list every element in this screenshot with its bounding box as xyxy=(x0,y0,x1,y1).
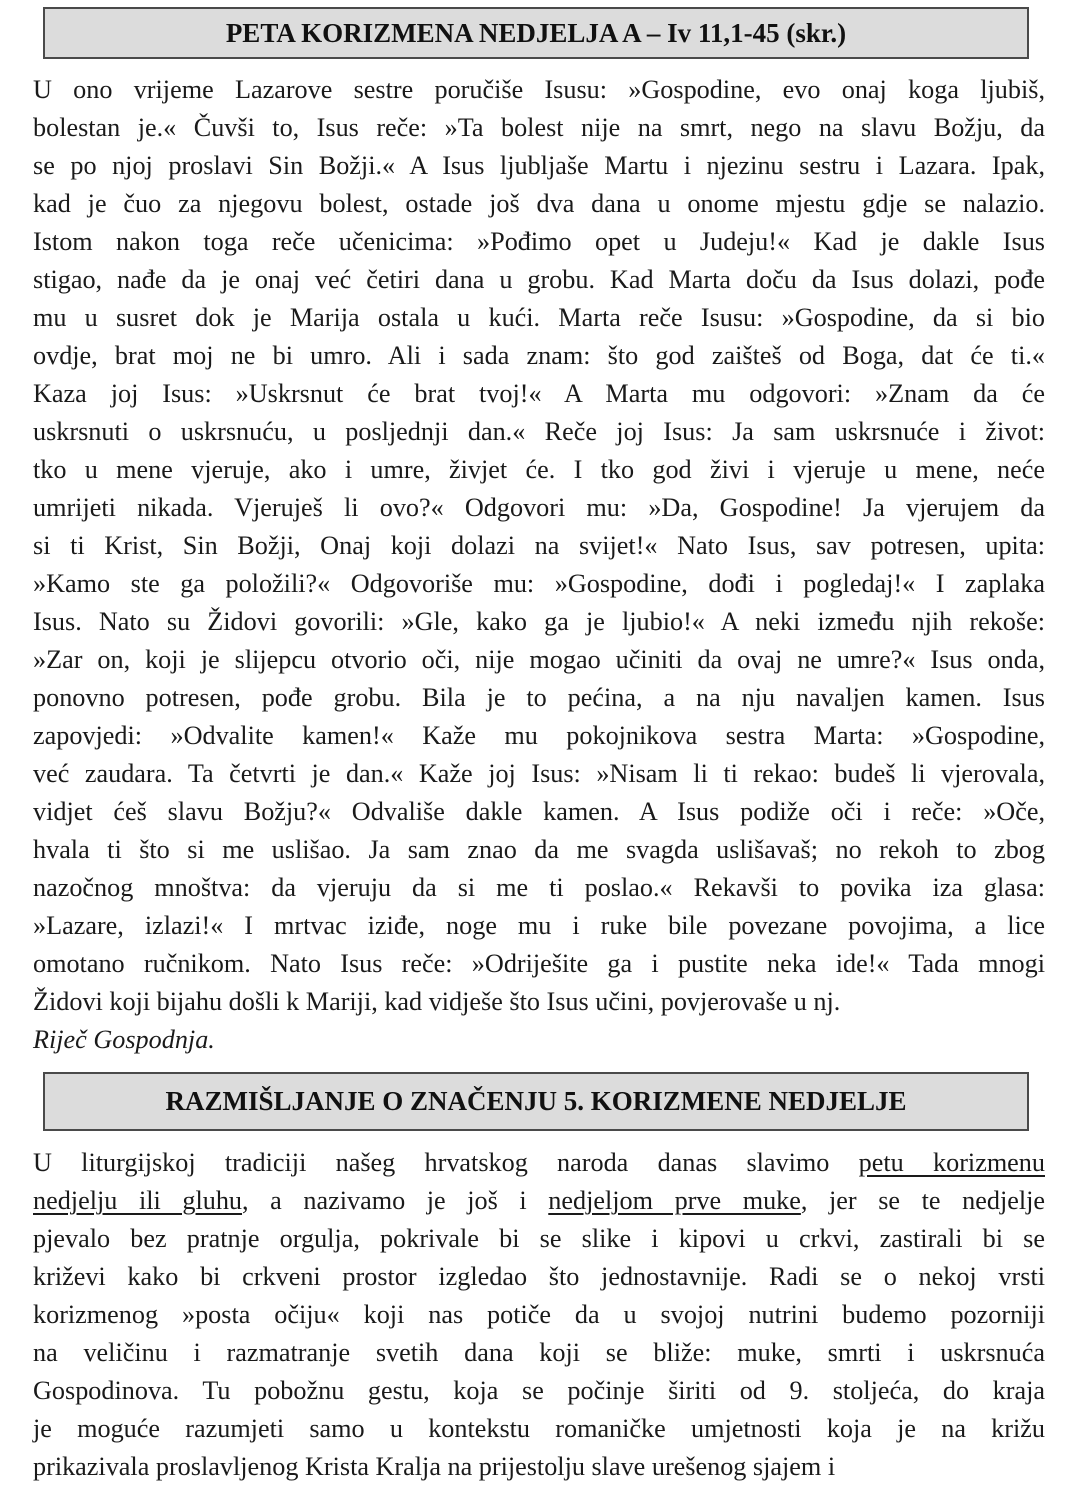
gospel-line: već zaudara. Ta četvrti je dan.« Kaže joj Isus: »Nisam li ti rekao: budeš li vjerovala, xyxy=(33,759,1045,788)
gospel-line: »Kamo ste ga položili?« Odgovoriše mu: »Gospodine, dođi i pogledaj!« I zaplaka xyxy=(33,569,1045,598)
gospel-line: ovdje, brat moj ne bi umro. Ali i sada znam: što god zaišteš od Boga, dat će ti.« xyxy=(33,341,1045,370)
gospel-line: si ti Krist, Sin Božji, Onaj koji dolazi na svijet!« Nato Isus, sav potresen, upita: xyxy=(33,531,1045,560)
gospel-line: kad je čuo za njegovu bolest, ostade još dva dana u onome mjestu gdje se nalazio. xyxy=(33,189,1045,218)
gospel-line: mu u susret dok je Marija ostala u kući. Marta reče Isusu: »Gospodine, da si bio xyxy=(33,303,1045,332)
reflection-line: Gospodinova. Tu pobožnu gestu, koja se počinje širiti od 9. stoljeća, do kraja xyxy=(33,1376,1045,1405)
gospel-line: vidjet ćeš slavu Božju?« Odvališe dakle kamen. A Isus podiže oči i reče: »Oče, xyxy=(33,797,1045,826)
gospel-line: bolestan je.« Čuvši to, Isus reče: »Ta bolest nije na smrt, nego na slavu Božju, da xyxy=(33,113,1045,142)
reflection-text-run: , a nazivamo je još i xyxy=(242,1186,549,1215)
gospel-line: Kaza joj Isus: »Uskrsnut će brat tvoj!« A Marta mu odgovori: »Znam da će xyxy=(33,379,1045,408)
gospel-line: stigao, nađe da je onaj već četiri dana u grobu. Kad Marta doču da Isus dolazi, pođe xyxy=(33,265,1045,294)
underlined-phrase: petu korizmenu xyxy=(858,1148,1045,1177)
reflection-line: križevi kako bi crkveni prostor izgledao što jednostavnije. Radi se o nekoj vrsti xyxy=(33,1262,1045,1291)
gospel-line: Židovi koji bijahu došli k Mariji, kad vidješe što Isus učini, povjerovaše u nj. xyxy=(33,987,841,1016)
gospel-line: »Zar on, koji je slijepcu otvorio oči, nije mogao učiniti da ovaj ne umre?« Isus onda, xyxy=(33,645,1045,674)
gospel-line: uskrsnuti o uskrsnuću, u posljednji dan.« Reče joj Isus: Ja sam uskrsnuće i život: xyxy=(33,417,1045,446)
gospel-line: nazočnog mnoštva: da vjeruju da si me ti poslao.« Rekavši to povika iza glasa: xyxy=(33,873,1045,902)
reflection-line: korizmenog »posta očiju« koji nas potiče da u svojoj nutrini budemo pozorniji xyxy=(33,1300,1045,1329)
gospel-line: U ono vrijeme Lazarove sestre poručiše Isusu: »Gospodine, evo onaj koga ljubiš, xyxy=(33,75,1045,104)
gospel-line: Istom nakon toga reče učenicima: »Pođimo opet u Judeju!« Kad je dakle Isus xyxy=(33,227,1045,256)
gospel-line: tko u mene vjeruje, ako i umre, živjet će. I tko god živi i vjeruje u mene, neće xyxy=(33,455,1045,484)
reflection-text-run: , jer se te nedjelje xyxy=(800,1186,1046,1215)
reflection-line: pjevalo bez pratnje orgulja, pokrivale bi se slike i kipovi u crkvi, zastirali bi se xyxy=(33,1224,1045,1253)
gospel-line: omotano ručnikom. Nato Isus reče: »Odriješite ga i pustite neka ide!« Tada mnogi xyxy=(33,949,1045,978)
reflection-heading: RAZMIŠLJANJE O ZNAČENJU 5. KORIZMENE NEDJELJE xyxy=(165,1086,907,1116)
reflection-heading-box xyxy=(43,1072,1029,1131)
gospel-closing: Riječ Gospodnja. xyxy=(33,1025,215,1054)
underlined-phrase: nedjeljom prve muke xyxy=(548,1186,801,1215)
gospel-line: Isus. Nato su Židovi govorili: »Gle, kako ga je ljubio!« A neki između njih rekoše: xyxy=(33,607,1045,636)
underlined-phrase: nedjelju ili gluhu xyxy=(33,1186,243,1215)
gospel-line: se po njoj proslavi Sin Božji.« A Isus ljubljaše Martu i njezinu sestru i Lazara. Ipak, xyxy=(33,151,1045,180)
reflection-line: na veličinu i razmatranje svetih dana koji se bliže: muke, smrti i uskrsnuća xyxy=(33,1338,1045,1367)
gospel-heading: PETA KORIZMENA NEDJELJA A – Iv 11,1-45 (skr.) xyxy=(225,17,847,48)
gospel-line: zapovjedi: »Odvalite kamen!« Kaže mu pokojnikova sestra Marta: »Gospodine, xyxy=(33,721,1045,750)
gospel-text xyxy=(33,71,1045,1059)
gospel-line: ponovno potresen, pođe grobu. Bila je to pećina, a na nju navaljen kamen. Isus xyxy=(33,683,1045,712)
gospel-line: »Lazare, izlazi!« I mrtvac iziđe, noge mu i ruke bile povezane povojima, a lice xyxy=(33,911,1045,940)
gospel-heading-box xyxy=(43,7,1029,59)
reflection-line xyxy=(33,1144,1045,1182)
reflection-line: prikazivala proslavljenog Krista Kralja na prijestolju slave urešenog sjajem i xyxy=(33,1452,836,1481)
reflection-text xyxy=(33,1144,1045,1486)
reflection-line xyxy=(33,1182,1045,1220)
reflection-line: je moguće razumjeti samo u kontekstu romaničke umjetnosti koja je na križu xyxy=(33,1414,1045,1443)
reflection-text-run: U liturgijskoj tradiciji našeg hrvatskog naroda danas slavimo xyxy=(33,1148,859,1177)
gospel-line: umrijeti nikada. Vjeruješ li ovo?« Odgovori mu: »Da, Gospodine! Ja vjerujem da xyxy=(33,493,1045,522)
gospel-line: hvala ti što si me uslišao. Ja sam znao da me svagda uslišavaš; no rekoh to zbog xyxy=(33,835,1045,864)
